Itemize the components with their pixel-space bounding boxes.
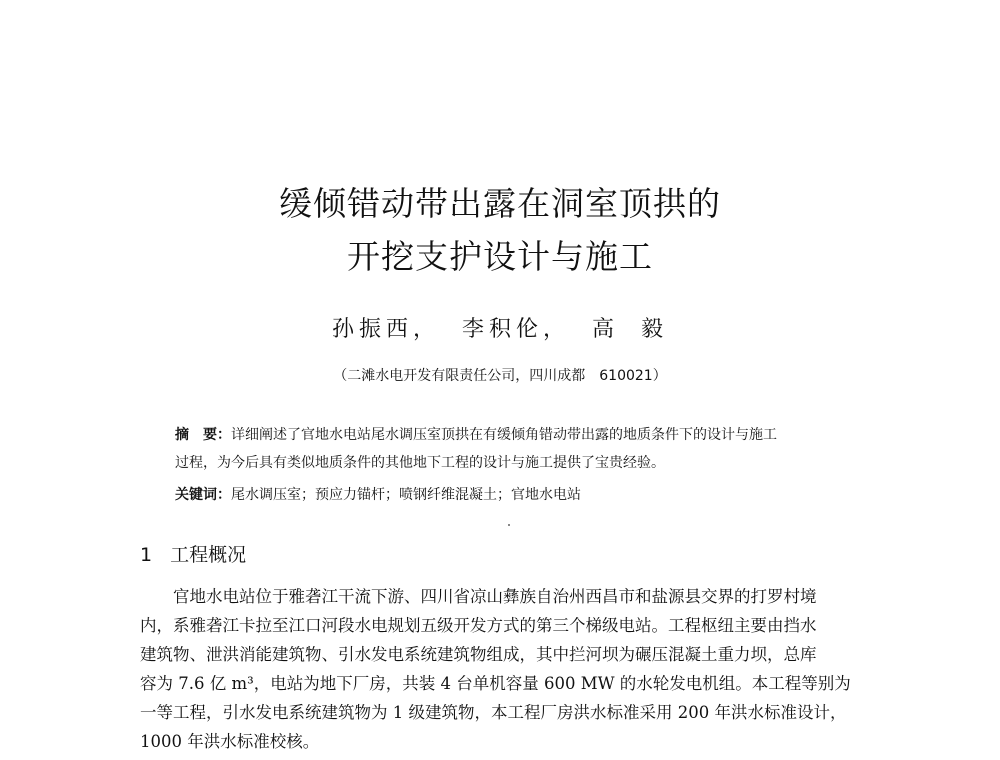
body-line-6: 1000 年洪水标准校核。: [140, 732, 320, 751]
keywords-label: 关键词：: [175, 487, 231, 503]
authors: 孙振西， 李积伦， 高 毅: [332, 317, 668, 342]
body-line-5: 一等工程，引水发电系统建筑物为 1 级建筑物，本工程厂房洪水标准采用 200 年洪水标准设计，: [140, 703, 847, 722]
body-line-1: 官地水电站位于雅砻江干流下游、四川省凉山彝族自治州西昌市和盐源县交界的打罗村境: [140, 587, 817, 606]
body-line-2: 内，系雅砻江卡拉至江口河段水电规划五级开发方式的第三个梯级电站。工程枢纽主要由挡水: [140, 616, 817, 635]
section-number: 1: [140, 544, 153, 566]
body-line-3: 建筑物、泄洪消能建筑物、引水发电系统建筑物组成，其中拦河坝为碾压混凝土重力坝，总库: [140, 645, 817, 664]
abstract-line-1: [175, 425, 855, 445]
paper-title-line-2: 开挖支护设计与施工: [347, 237, 653, 276]
section-title: 工程概况: [170, 544, 247, 566]
keywords-line: [175, 485, 855, 505]
abstract-line-2: 过程，为今后具有类似地质条件的其他地下工程的设计与施工提供了宝贵经验。: [175, 455, 665, 471]
paper-title-line-1: 缓倾错动带出露在洞室顶拱的: [279, 184, 721, 223]
scan-speck: [508, 524, 510, 526]
keywords-text: 尾水调压室；预应力锚杆；喷钢纤维混凝土；官地水电站: [231, 487, 581, 503]
abstract-text-1: 详细阐述了官地水电站尾水调压室顶拱在有缓倾角错动带出露的地质条件下的设计与施工: [231, 427, 777, 443]
body-line-4: 容为 7.6 亿 m³，电站为地下厂房，共装 4 台单机容量 600 MW 的水轮发电机组。本工程等别为: [140, 674, 851, 693]
affiliation: （二滩水电开发有限责任公司，四川成都 610021）: [333, 368, 667, 384]
abstract-label: 摘 要：: [175, 427, 231, 443]
section-heading: [140, 540, 246, 567]
